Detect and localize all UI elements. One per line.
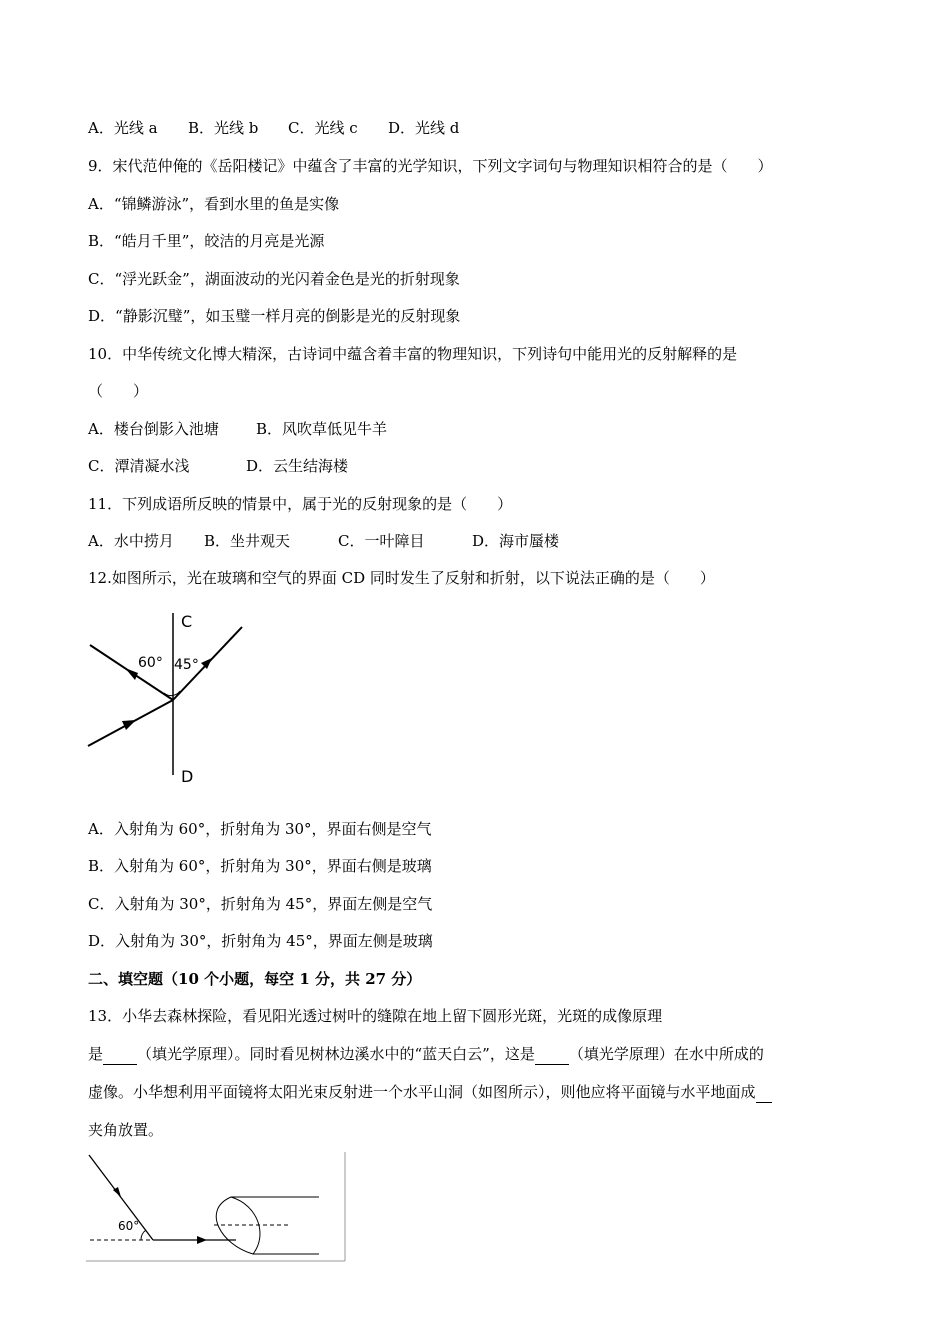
label-d: D	[181, 767, 194, 786]
q9-option-a: A．“锦鳞游泳”，看到水里的鱼是实像	[88, 195, 340, 213]
section-2-heading: 二、填空题（10 个小题，每空 1 分，共 27 分）	[88, 970, 422, 988]
q12-option-d: D．入射角为 30°，折射角为 45°，界面左侧是玻璃	[88, 932, 433, 950]
q13-line3	[88, 1082, 772, 1103]
label-c: C	[181, 612, 193, 631]
q10-option-b: B．风吹草低见牛羊	[256, 420, 388, 438]
q10-options-row1	[88, 419, 387, 439]
q11-stem: 11．下列成语所反映的情景中，属于光的反射现象的是（ ）	[88, 495, 513, 513]
q8-options	[88, 118, 459, 138]
q10-option-c: C．潭清凝水浅	[88, 457, 190, 475]
q11-option-c: C．一叶障目	[338, 532, 425, 550]
q9-option-d: D．“静影沉璧”，如玉璧一样月亮的倒影是光的反射现象	[88, 307, 461, 325]
q9-option-b: B．“皓月千里”，皎洁的月亮是光源	[88, 232, 325, 250]
angle-45-label: 45°	[174, 657, 199, 673]
q13-blank-1	[103, 1044, 137, 1065]
q13-text-b: （填光学原理）。同时看见树林边溪水中的“蓝天白云”，这是	[137, 1045, 535, 1063]
horizontal-ray-arrow-icon	[197, 1236, 207, 1244]
q12-stem: 12.如图所示，光在玻璃和空气的界面 CD 同时发生了反射和折射，以下说法正确的是（ ）	[88, 569, 715, 587]
q13-text-d: 虚像。小华想利用平面镜将太阳光束反射进一个水平山洞（如图所示），则他应将平面镜与水平地面成	[88, 1083, 756, 1101]
q12-option-b: B．入射角为 60°，折射角为 30°，界面右侧是玻璃	[88, 857, 432, 875]
q12-figure	[80, 605, 260, 790]
q11-option-b: B．坐井观天	[204, 532, 291, 550]
q12-option-a: A．入射角为 60°，折射角为 30°，界面右侧是空气	[88, 820, 432, 838]
q13-blank-2	[535, 1044, 569, 1065]
incident-arrow-icon	[122, 720, 136, 730]
q8-option-b: B．光线 b	[188, 119, 259, 137]
reflected-arrow-icon	[125, 668, 138, 680]
q9-stem: 9．宋代范仲俺的《岳阳楼记》中蕴含了丰富的光学知识，下列文字词句与物理知识相符合的是（ ）	[88, 157, 773, 175]
q13-blank-3	[756, 1082, 772, 1103]
q13-line2	[88, 1044, 764, 1065]
q10-stem-cont: （ ）	[88, 382, 149, 400]
q8-option-c: C．光线 c	[288, 119, 358, 137]
q13-text-c: （填光学原理）在水中所成的	[568, 1045, 764, 1063]
q8-option-a: A．光线 a	[88, 119, 158, 137]
angle-60-label: 60°	[138, 655, 163, 671]
q13-figure	[86, 1150, 348, 1266]
q10-option-a: A．楼台倒影入池塘	[88, 420, 219, 438]
q13-text-a: 是	[88, 1045, 104, 1063]
q10-option-d: D．云生结海楼	[246, 457, 349, 475]
q12-option-c: C．入射角为 30°，折射角为 45°，界面左侧是空气	[88, 895, 433, 913]
q10-options-row2	[88, 456, 348, 476]
q13-line1: 13．小华去森林探险，看见阳光透过树叶的缝隙在地上留下圆形光斑，光斑的成像原理	[88, 1007, 663, 1025]
q11-option-a: A．水中捞月	[88, 532, 174, 550]
q9-option-c: C．“浮光跃金”，湖面波动的光闪着金色是光的折射现象	[88, 270, 460, 288]
angle-60-label: 60°	[118, 1219, 140, 1233]
q11-option-d: D．海市蜃楼	[472, 532, 560, 550]
q11-options	[88, 531, 559, 551]
q13-line4: 夹角放置。	[88, 1121, 164, 1139]
q10-stem: 10．中华传统文化博大精深，古诗词中蕴含着丰富的物理知识，下列诗句中能用光的反射解释的是	[88, 345, 738, 363]
q8-option-d: D．光线 d	[388, 119, 460, 137]
angle-arc	[141, 1230, 146, 1240]
